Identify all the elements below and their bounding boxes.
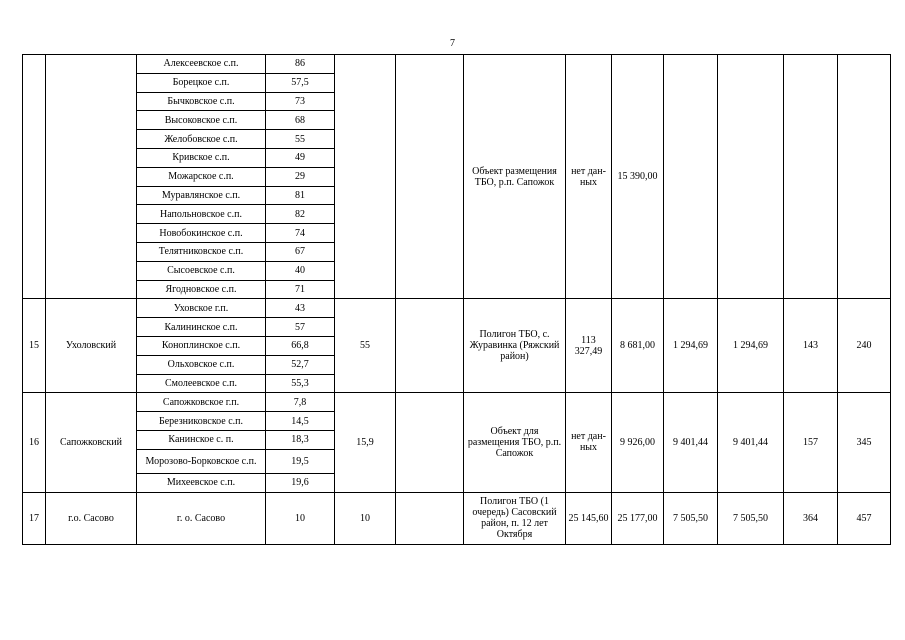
empty-cell <box>396 55 464 299</box>
municipality-cell: Уховское г.п. <box>137 299 266 318</box>
capacity-cell: нет дан-ных <box>566 393 612 492</box>
value-cell: 10 <box>266 492 335 544</box>
value-cell: 52,7 <box>266 355 335 374</box>
value-cell: 19,6 <box>266 473 335 492</box>
municipality-cell: Телятниковское с.п. <box>137 242 266 261</box>
value-cell: 57,5 <box>266 73 335 92</box>
municipality-cell: Сапожковское г.п. <box>137 393 266 412</box>
row-number-cell: 17 <box>23 492 46 544</box>
municipality-cell: Морозово-Борковское с.п. <box>137 449 266 473</box>
municipality-cell: Канинское с. п. <box>137 430 266 449</box>
municipality-cell: Можарское с.п. <box>137 167 266 186</box>
district-cell: Сапожковский <box>46 393 137 492</box>
table-row <box>23 393 891 412</box>
col8-cell: 25 177,00 <box>612 492 664 544</box>
object-cell: Полигон ТБО, с. Журавинка (Ряжский район) <box>464 299 566 393</box>
page-number: 7 <box>450 38 455 49</box>
average-cell: 55 <box>335 299 396 393</box>
object-cell: Объект для размещения ТБО, р.п. Сапожок <box>464 393 566 492</box>
row-number-cell: 16 <box>23 393 46 492</box>
value-cell: 19,5 <box>266 449 335 473</box>
municipality-cell: Кривское с.п. <box>137 148 266 167</box>
municipality-cell: Смолеевское с.п. <box>137 374 266 393</box>
col12-cell: 457 <box>838 492 891 544</box>
col8-cell: 15 390,00 <box>612 55 664 299</box>
col10-cell: 9 401,44 <box>718 393 784 492</box>
col10-cell: 7 505,50 <box>718 492 784 544</box>
value-cell: 49 <box>266 148 335 167</box>
municipality-cell: Бычковское с.п. <box>137 92 266 111</box>
col8-cell: 9 926,00 <box>612 393 664 492</box>
municipality-cell: Калининское с.п. <box>137 318 266 337</box>
waste-objects-table <box>22 54 891 545</box>
value-cell: 66,8 <box>266 336 335 355</box>
value-cell: 86 <box>266 55 335 74</box>
value-cell: 73 <box>266 92 335 111</box>
capacity-cell: 25 145,60 <box>566 492 612 544</box>
district-cell: г.о. Сасово <box>46 492 137 544</box>
value-cell: 43 <box>266 299 335 318</box>
value-cell: 81 <box>266 186 335 205</box>
municipality-cell: Высоковское с.п. <box>137 111 266 130</box>
value-cell: 18,3 <box>266 430 335 449</box>
value-cell: 14,5 <box>266 412 335 431</box>
col11-cell: 143 <box>784 299 838 393</box>
row-number-cell: 15 <box>23 299 46 393</box>
municipality-cell: Ольховское с.п. <box>137 355 266 374</box>
col8-cell: 8 681,00 <box>612 299 664 393</box>
average-cell: 15,9 <box>335 393 396 492</box>
value-cell: 55 <box>266 130 335 149</box>
table-row <box>23 299 891 318</box>
municipality-cell: Ягодновское с.п. <box>137 280 266 299</box>
table-row <box>23 492 891 544</box>
municipality-cell: Михеевское с.п. <box>137 473 266 492</box>
value-cell: 74 <box>266 224 335 243</box>
municipality-cell: Березниковское с.п. <box>137 412 266 431</box>
col9-cell: 1 294,69 <box>664 299 718 393</box>
capacity-cell: 113 327,49 <box>566 299 612 393</box>
municipality-cell: Сысоевское с.п. <box>137 261 266 280</box>
col9-cell: 9 401,44 <box>664 393 718 492</box>
average-cell <box>335 55 396 299</box>
value-cell: 68 <box>266 111 335 130</box>
object-cell: Объект размещения ТБО, р.п. Сапожок <box>464 55 566 299</box>
row-number-cell <box>23 55 46 299</box>
col10-cell: 1 294,69 <box>718 299 784 393</box>
capacity-cell: нет дан-ных <box>566 55 612 299</box>
value-cell: 67 <box>266 242 335 261</box>
table-row <box>23 55 891 74</box>
municipality-cell: Желобовское с.п. <box>137 130 266 149</box>
col10-cell <box>718 55 784 299</box>
average-cell: 10 <box>335 492 396 544</box>
district-cell: Ухоловский <box>46 299 137 393</box>
value-cell: 29 <box>266 167 335 186</box>
municipality-cell: Новобокинское с.п. <box>137 224 266 243</box>
col11-cell: 157 <box>784 393 838 492</box>
municipality-cell: Муравлянское с.п. <box>137 186 266 205</box>
object-cell: Полигон ТБО (1 очередь) Сасовский район, п. 12 лет Октября <box>464 492 566 544</box>
value-cell: 82 <box>266 205 335 224</box>
district-cell <box>46 55 137 299</box>
col9-cell <box>664 55 718 299</box>
municipality-cell: Напольновское с.п. <box>137 205 266 224</box>
col12-cell: 240 <box>838 299 891 393</box>
value-cell: 55,3 <box>266 374 335 393</box>
municipality-cell: г. о. Сасово <box>137 492 266 544</box>
empty-cell <box>396 393 464 492</box>
value-cell: 7,8 <box>266 393 335 412</box>
col12-cell: 345 <box>838 393 891 492</box>
empty-cell <box>396 492 464 544</box>
col12-cell <box>838 55 891 299</box>
value-cell: 57 <box>266 318 335 337</box>
value-cell: 40 <box>266 261 335 280</box>
value-cell: 71 <box>266 280 335 299</box>
municipality-cell: Алексеевское с.п. <box>137 55 266 74</box>
col11-cell: 364 <box>784 492 838 544</box>
municipality-cell: Борецкое с.п. <box>137 73 266 92</box>
empty-cell <box>396 299 464 393</box>
col9-cell: 7 505,50 <box>664 492 718 544</box>
col11-cell <box>784 55 838 299</box>
municipality-cell: Коноплинское с.п. <box>137 336 266 355</box>
